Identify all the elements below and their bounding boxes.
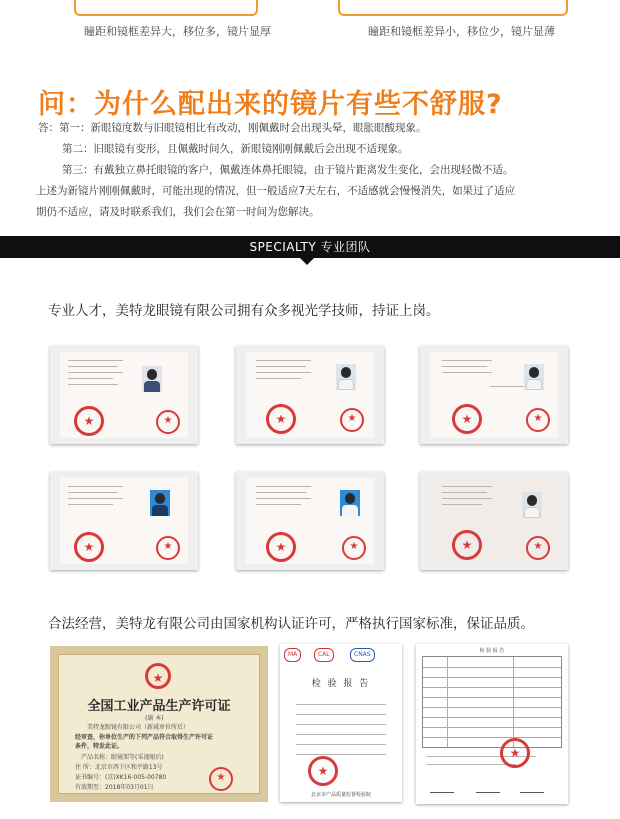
red-seal-icon xyxy=(266,532,296,562)
license-copy-mark: (副 本) xyxy=(145,715,164,722)
certificate-card xyxy=(50,472,198,570)
license-number: 证书编号：(京)XK16-005-00780 xyxy=(75,774,167,781)
certificate-card xyxy=(236,472,384,570)
license-valid-until: 有效期至：2018年03月01日 xyxy=(75,784,154,791)
license-company: 美特龙眼镜有限公司（新减单位所后） xyxy=(87,724,190,731)
certificate-card xyxy=(50,346,198,444)
red-seal-icon xyxy=(342,536,366,560)
red-seal-icon xyxy=(526,536,550,560)
certificate-page xyxy=(246,352,374,438)
section-bar-title: SPECIALTY 专业团队 xyxy=(249,240,371,254)
production-license-certificate xyxy=(50,646,268,802)
national-emblem-icon xyxy=(145,663,171,689)
red-seal-icon xyxy=(74,406,104,436)
top-frame-left xyxy=(74,0,258,16)
red-seal-icon xyxy=(308,756,338,786)
caption-large-difference: 瞳距和镜框差异大，移位多，镜片显厚 xyxy=(84,25,271,38)
team-statement: 专业人才，美特龙眼镜有限公司拥有众多视光学技师，持证上岗。 xyxy=(48,303,440,319)
technician-photo xyxy=(522,492,542,518)
red-seal-icon xyxy=(156,536,180,560)
top-frame-right xyxy=(338,0,568,16)
certificate-card xyxy=(420,472,568,570)
cal-badge: CAL xyxy=(314,648,334,662)
answer-line-3: 第三：有戴独立鼻托眼镜的客户，佩戴连体鼻托眼镜，由于镜片距离发生变化，会出现轻微不适。 xyxy=(62,164,514,176)
faq-question: 问：为什么配出来的镜片有些不舒服? xyxy=(38,89,503,120)
certificate-page xyxy=(60,352,188,438)
answer-line-2: 第二：旧眼镜有变形，且佩戴时间久，新眼镜刚刚佩戴后会出现不适现象。 xyxy=(62,143,409,155)
license-page xyxy=(58,654,260,794)
summary-line-1: 上述为新镜片刚刚佩戴时，可能出现的情况，但一般适应7天左右，不适感就会慢慢消失，如果过了适应 xyxy=(36,185,516,197)
red-seal-icon xyxy=(340,408,364,432)
summary-line-2: 期仍不适应，请及时联系我们，我们会在第一时间为您解决。 xyxy=(36,206,320,218)
license-line-2: 条件，特发此证。 xyxy=(75,743,124,750)
certificate-page xyxy=(246,478,374,564)
report-title: 检 验 报 告 xyxy=(311,679,371,689)
section-bar-pointer xyxy=(300,258,314,265)
certificate-card xyxy=(420,346,568,444)
red-seal-icon xyxy=(156,410,180,434)
license-address: 住 所：北京市西下区和平路13号 xyxy=(75,764,163,771)
table-page-header: 检 验 报 告 xyxy=(479,648,505,654)
certificate-page xyxy=(430,352,558,438)
caption-small-difference: 瞳距和镜框差异小，移位少，镜片显薄 xyxy=(368,25,555,38)
red-seal-icon xyxy=(74,532,104,562)
red-seal-icon xyxy=(266,404,296,434)
red-seal-icon xyxy=(452,404,482,434)
license-statement: 合法经营，美特龙有限公司由国家机构认证许可，严格执行国家标准，保证品质。 xyxy=(48,616,534,632)
certificate-page xyxy=(430,478,558,564)
technician-photo xyxy=(150,490,170,516)
result-table-grid xyxy=(422,656,562,748)
red-seal-icon xyxy=(209,767,233,791)
technician-photo xyxy=(142,366,162,392)
inspection-report-table-page xyxy=(416,644,568,804)
answer-line-1: 答：第一：新眼镜度数与旧眼镜相比有改动，刚佩戴时会出现头晕，眼胀眼酸现象。 xyxy=(38,122,427,134)
license-title: 全国工业产品生产许可证 xyxy=(87,699,231,714)
certificate-page xyxy=(60,478,188,564)
ma-badge: MA xyxy=(284,648,301,662)
section-bar xyxy=(0,236,620,258)
report-issuer: 北京市产品质量监督检验院 xyxy=(310,792,371,798)
cnas-badge: CNAS xyxy=(350,648,375,662)
technician-photo xyxy=(524,364,544,390)
license-product: 产品名称：眼镜架等(采视眼后) xyxy=(81,754,164,761)
technician-photo xyxy=(340,490,360,516)
certificate-card xyxy=(236,346,384,444)
red-seal-icon xyxy=(526,408,550,432)
red-seal-icon xyxy=(500,738,530,768)
license-line-1: 经审查，你单位生产的下列产品符合取得生产许可证 xyxy=(75,734,214,741)
red-seal-icon xyxy=(452,530,482,560)
technician-photo xyxy=(336,364,356,390)
inspection-report-cover xyxy=(280,644,402,802)
